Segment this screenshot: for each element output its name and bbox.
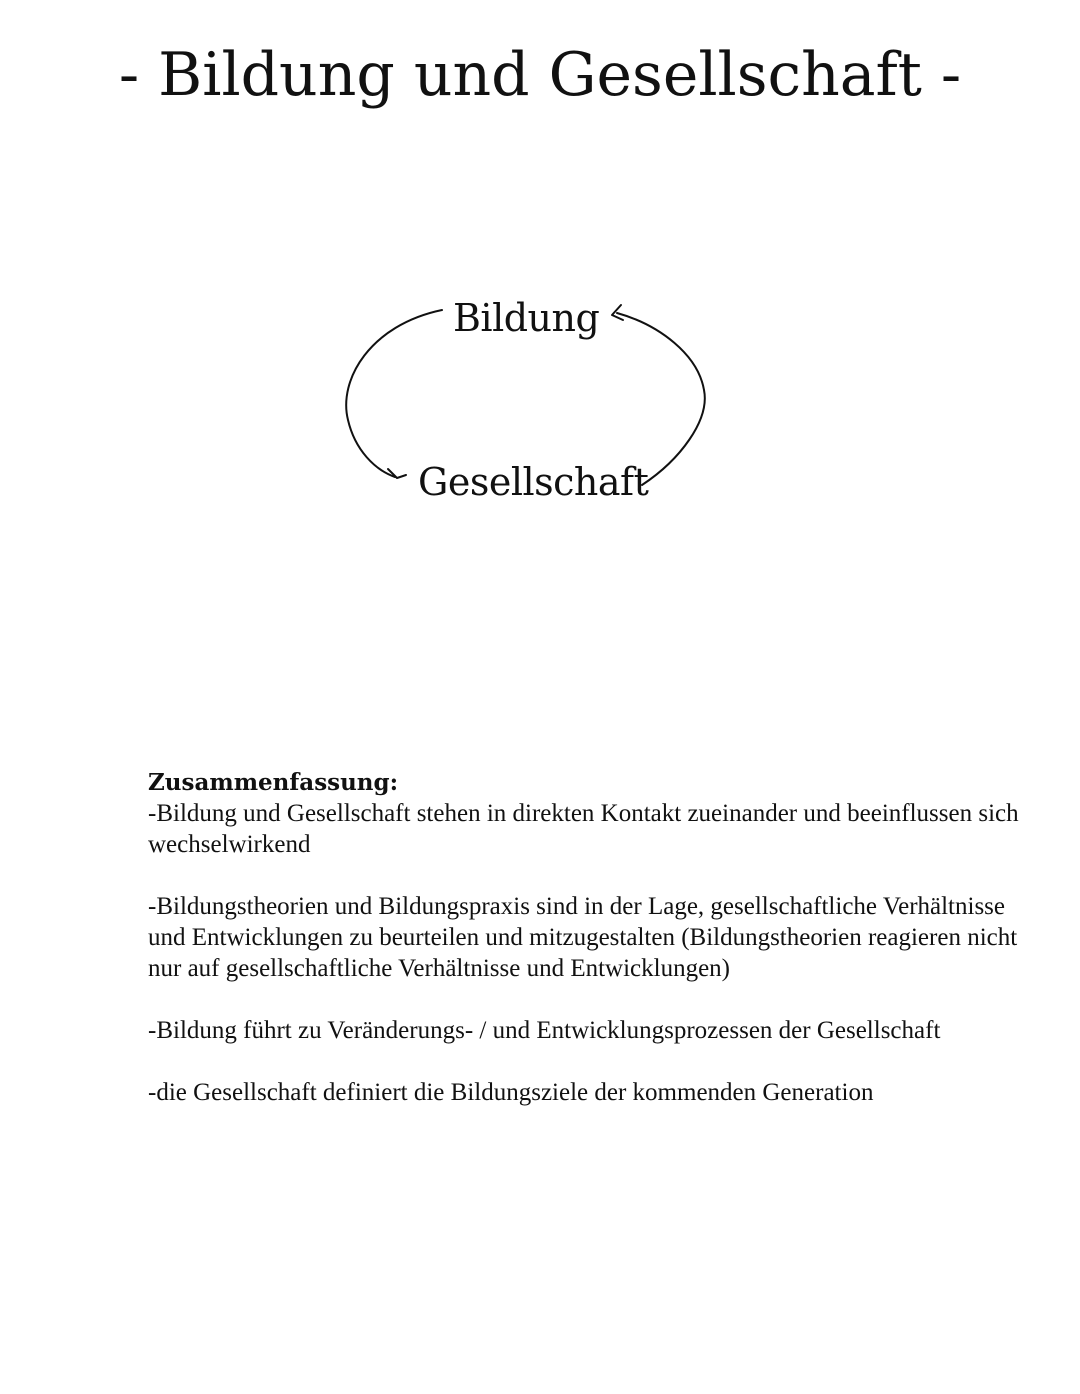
diagram-label-gesellschaft: Gesellschaft [418,460,649,504]
page-title: - Bildung und Gesellschaft - [118,40,962,110]
summary-item: -die Gesellschaft definiert die Bildungsziele der kommenden Generation [148,1079,874,1106]
summary-item: -Bildung und Gesellschaft stehen in direkten Kontakt zueinander und beeinflussen sich wechselwirkend [148,800,1019,858]
left-arc [346,310,442,477]
summary-item: -Bildungstheorien und Bildungspraxis sind in der Lage, gesellschaftliche Verhältnisse und Entwicklungen zu beurteilen und mitzugestalten (Bildungstheorien reagieren nicht nur auf gesellschaftliche Verhältnisse und Entwicklungen) [148,893,1018,982]
summary-heading: Zusammenfassung: [148,769,399,796]
cycle-diagram [330,280,730,520]
left-arrowhead [388,469,406,478]
summary-item: -Bildung führt zu Veränderungs- / und Entwicklungsprozessen der Gesellschaft [148,1017,941,1044]
diagram-label-bildung: Bildung [453,296,600,340]
summary-section [148,768,1028,1139]
